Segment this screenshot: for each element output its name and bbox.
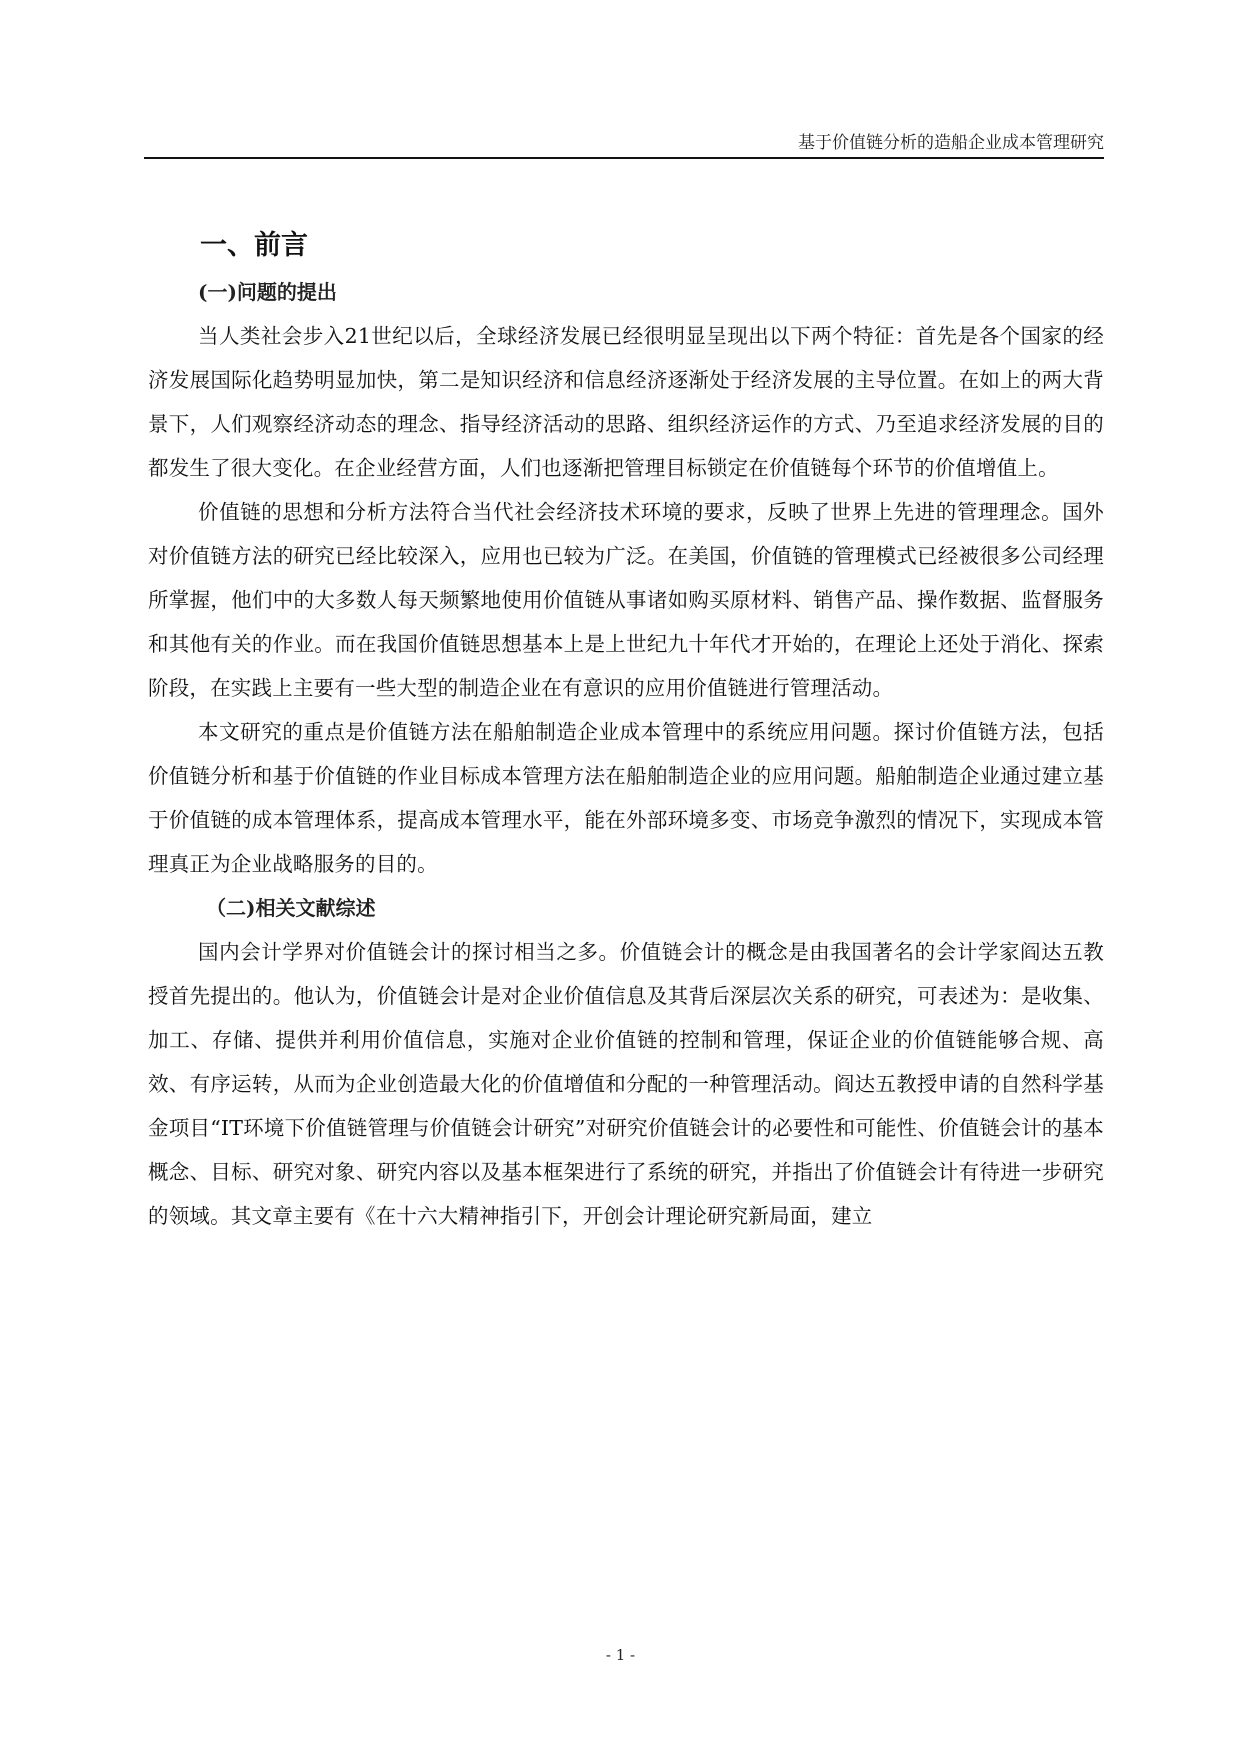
subsection-heading-2: （二)相关文献综述 bbox=[206, 896, 376, 920]
paragraph: 本文研究的重点是价值链方法在船舶制造企业成本管理中的系统应用问题。探讨价值链方法，包括价值链分析和基于价值链的作业目标成本管理方法在船舶制造企业的应用问题。船舶制造企业通过建立基于价值链的成本管理体系，提高成本管理水平，能在外部环境多变、市场竞争激烈的情况下，实现成本管理真正为企业战略服务的目的。 bbox=[148, 720, 1104, 876]
header-rule bbox=[144, 157, 1104, 159]
paragraph: 价值链的思想和分析方法符合当代社会经济技术环境的要求，反映了世界上先进的管理理念。国外对价值链方法的研究已经比较深入，应用也已较为广泛。在美国，价值链的管理模式已经被很多公司经理所掌握，他们中的大多数人每天频繁地使用价值链从事诸如购买原材料、销售产品、操作数据、监督服务和其他有关的作业。而在我国价值链思想基本上是上世纪九十年代才开始的，在理论上还处于消化、探索阶段，在实践上主要有一些大型的制造企业在有意识的应用价值链进行管理活动。 bbox=[148, 500, 1104, 700]
paragraph: 当人类社会步入21世纪以后，全球经济发展已经很明显呈现出以下两个特征：首先是各个国家的经济发展国际化趋势明显加快，第二是知识经济和信息经济逐渐处于经济发展的主导位置。在如上的两大背景下，人们观察经济动态的理念、指导经济活动的思路、组织经济运作的方式、乃至追求经济发展的目的都发生了很大变化。在企业经营方面，人们也逐渐把管理目标锁定在价值链每个环节的价值增值上。 bbox=[148, 324, 1104, 480]
paragraph: 国内会计学界对价值链会计的探讨相当之多。价值链会计的概念是由我国著名的会计学家阎达五教授首先提出的。他认为，价值链会计是对企业价值信息及其背后深层次关系的研究，可表述为：是收集、加工、存储、提供并利用价值信息，实施对企业价值链的控制和管理，保证企业的价值链能够合规、高效、有序运转，从而为企业创造最大化的价值增值和分配的一种管理活动。阎达五教授申请的自然科学基金项目“IT环境下价值链管理与价值链会计研究”对研究价值链会计的必要性和可能性、价值链会计的基本概念、目标、研究对象、研究内容以及基本框架进行了系统的研究，并指出了价值链会计有待进一步研究的领域。其文章主要有《在十六大精神指引下，开创会计理论研究新局面，建立 bbox=[148, 940, 1104, 1228]
running-header-title: 基于价值链分析的造船企业成本管理研究 bbox=[798, 133, 1104, 153]
section-heading: 一、前言 bbox=[200, 230, 308, 261]
subsection-heading-1: (一)问题的提出 bbox=[198, 280, 337, 304]
page-number: - 1 - bbox=[605, 1646, 636, 1664]
document-body bbox=[148, 218, 1104, 1238]
